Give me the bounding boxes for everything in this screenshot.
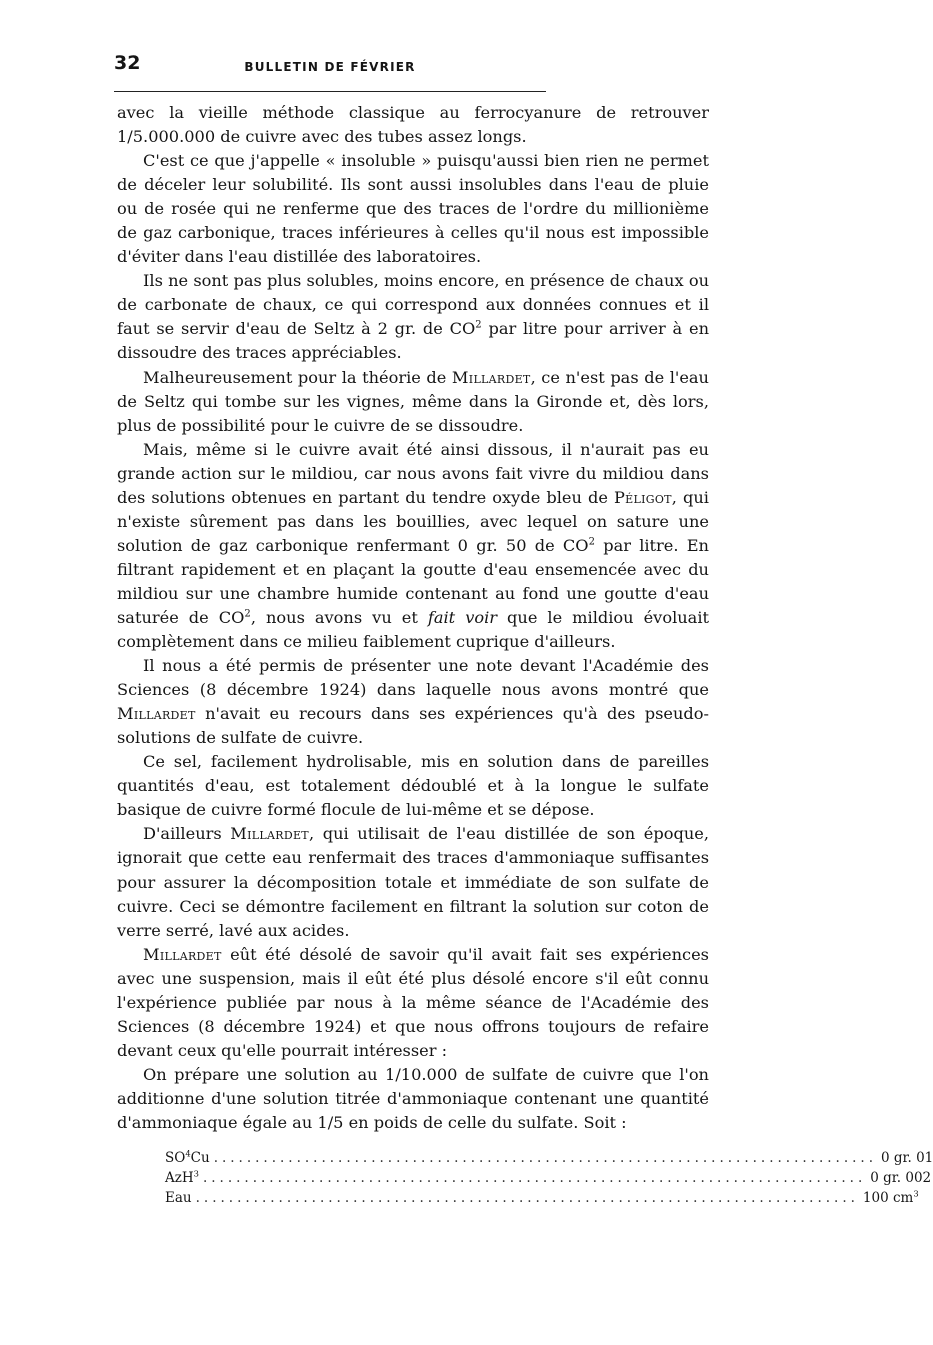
dot-leader: ................................................................................ (195, 1190, 859, 1206)
small-caps-name: Millardet (117, 704, 196, 724)
text-segment: Cu (190, 1150, 210, 1166)
superscript: 2 (475, 320, 482, 332)
paragraph (117, 943, 709, 1063)
text-segment: que le mildiou évoluait complètement dans ce milieu faiblement cuprique d'ailleurs. (117, 607, 710, 652)
paragraph (117, 101, 709, 149)
component-name (165, 1188, 192, 1208)
text-segment: C'est ce que j'appelle « insoluble » puisqu'aussi bien rien ne permet de déceler leur solubilité. Ils sont aussi insolubles dans l'eau de pluie ou de rosée qui ne renferme que des traces de l'ordre du millionième de gaz carbonique, traces inférieures à celles qu'il nous est impossible d'éviter dans l'eau distillée des laboratoires. (117, 151, 709, 267)
component-name (165, 1148, 210, 1168)
composition-table (165, 1148, 933, 1208)
paragraph (117, 366, 709, 438)
text-segment: 100 cm (862, 1190, 914, 1206)
text-segment: Eau (165, 1190, 192, 1206)
header-rule (114, 91, 546, 92)
text-segment: AzH (165, 1170, 194, 1186)
text-segment: On prépare une solution au 1/10.000 de sulfate de cuivre que l'on additionne d'une solution titrée d'ammoniaque contenant une quantité d'ammoniaque égale au 1/5 en poids de celle du sulfate. Soit : (117, 1064, 709, 1132)
page-header (114, 52, 546, 82)
superscript: 3 (193, 1168, 199, 1179)
paragraph (117, 269, 709, 365)
small-caps-name: Péligot (613, 487, 672, 507)
text-segment: SO (165, 1150, 186, 1166)
paragraph (117, 149, 709, 269)
superscript: 2 (244, 608, 251, 620)
composition-row (165, 1168, 932, 1188)
superscript: 3 (913, 1188, 919, 1199)
text-segment: Mais, même si le cuivre avait été ainsi dissous, il n'aurait pas eu grande action sur le mildiou, car nous avons fait vivre du mildiou dans des solutions obtenues en partant du tendre oxyde bleu de (117, 439, 709, 507)
paragraph (117, 438, 709, 654)
body-text (117, 101, 709, 1135)
small-caps-name: Millardet (230, 824, 309, 844)
superscript: 4 (185, 1148, 191, 1159)
superscript: 2 (588, 536, 595, 548)
text-segment: par litre pour arriver à en dissoudre des traces appréciables. (117, 319, 709, 363)
small-caps-name: Millardet (451, 367, 531, 387)
text-segment: , nous avons vu et (250, 607, 428, 627)
component-name (165, 1168, 199, 1188)
paragraph (117, 1063, 709, 1135)
text-segment: 0 gr. 002 (870, 1170, 932, 1186)
text-segment: Il nous a été permis de présenter une note devant l'Académie des Sciences (8 décembre 1924) dans laquelle nous avons montré que (117, 656, 709, 700)
small-caps-name: Millardet (143, 944, 222, 964)
text-segment: par litre. En filtrant rapidement et en plaçant la goutte d'eau ensemencée avec du mildiou sur une chambre humide contenant au fond une goutte d'eau saturée de CO (117, 535, 709, 627)
dot-leader: ................................................................................ (202, 1170, 867, 1186)
text-segment: , qui n'existe sûrement pas dans les bouillies, avec lequel on sature une solution de gaz carbonique renfermant 0 gr. 50 de CO (117, 487, 709, 555)
text-segment: , qui utilisait de l'eau distillée de son époque, ignorait que cette eau renfermait des traces d'ammoniaque suffisantes pour assurer la décomposition totale et immédiate de son sulfate de cuivre. Ceci se démontre facilement en filtrant la solution sur coton de verre serré, lavé aux acides. (117, 824, 709, 940)
text-segment: eût été désolé de savoir qu'il avait fait ses expériences avec une suspension, mais il eût été plus désolé encore s'il eût connu l'expérience publiée par nous à la même séance de l'Académie des Sciences (8 décembre 1924) et que nous offrons toujours de refaire devant ceux qu'elle pourrait intéresser : (117, 944, 709, 1060)
paragraph (117, 654, 709, 750)
text-segment: n'avait eu recours dans ses expériences qu'à des pseudo-solutions de sulfate de cuivre. (117, 704, 709, 748)
text-segment: Ils ne sont pas plus solubles, moins encore, en présence de chaux ou de carbonate de chaux, ce qui correspond aux données connues et il faut se servir d'eau de Seltz à 2 gr. de CO (117, 271, 709, 339)
component-amount (881, 1148, 933, 1168)
text-segment: 0 gr. 01 (881, 1150, 933, 1166)
composition-row (165, 1148, 933, 1168)
running-head: BULLETIN DE FÉVRIER (244, 60, 416, 74)
text-segment: avec la vieille méthode classique au ferrocyanure de retrouver 1/5.000.000 de cuivre avec des tubes assez longs. (117, 103, 709, 147)
italic-text: fait voir (427, 607, 498, 627)
page-number: 32 (114, 52, 141, 74)
dot-leader: ................................................................................ (213, 1150, 877, 1166)
text-segment: D'ailleurs (143, 824, 231, 844)
component-amount (870, 1168, 931, 1188)
composition-row (165, 1188, 919, 1208)
component-amount (863, 1188, 919, 1208)
paragraph (117, 750, 709, 822)
text-segment: Malheureusement pour la théorie de (143, 367, 452, 387)
text-segment: Ce sel, facilement hydrolisable, mis en solution dans de pareilles quantités d'eau, est totalement dédoublé et à la longue le sulfate basique de cuivre formé flocule de lui-même et se dépose. (117, 752, 709, 820)
text-segment: , ce n'est pas de l'eau de Seltz qui tombe sur les vignes, même dans la Gironde et, dès lors, plus de possibilité pour le cuivre de se dissoudre. (117, 367, 709, 435)
paragraph (117, 822, 709, 942)
